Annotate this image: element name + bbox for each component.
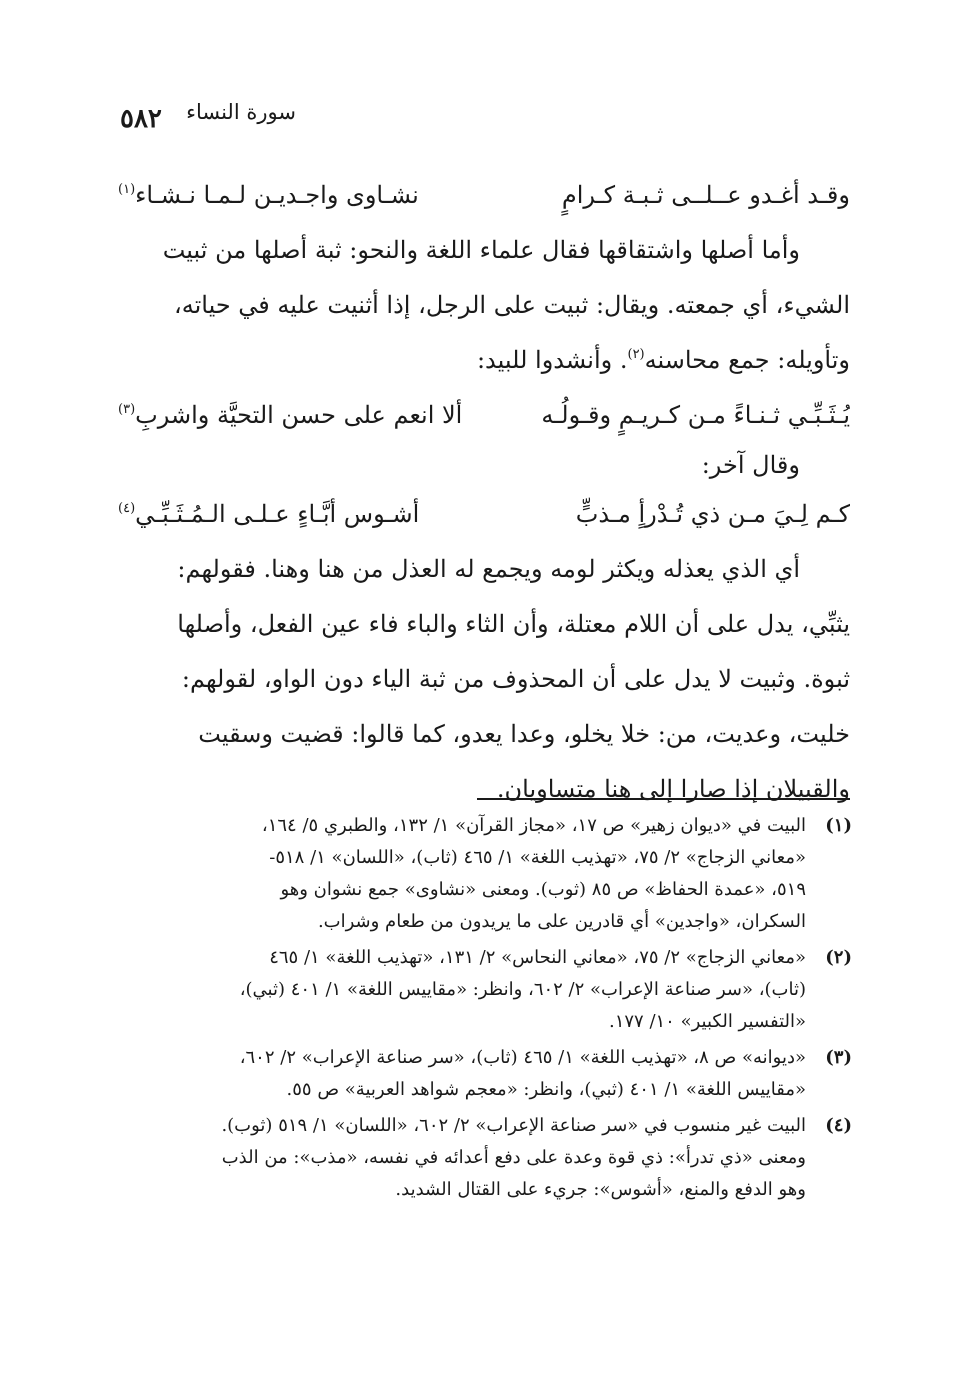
paragraph-line: وقال آخر: bbox=[701, 451, 800, 479]
footnote-line: «معاني الزجاج» ٢/ ٧٥، «معاني النحاس» ٢/ ١٣١، «تهذيب اللغة» ١/ ٤٦٥ bbox=[269, 947, 806, 968]
footnote bbox=[118, 1110, 852, 1206]
verse-hemistich-left bbox=[118, 168, 419, 223]
footnote-text bbox=[118, 1110, 806, 1206]
footnote-number: (٣) bbox=[825, 1047, 852, 1068]
paragraph-line: يثبِّي، يدل على أن اللام معتلة، وأن الثاء والباء فاء عين الفعل، وأصلها bbox=[177, 610, 850, 638]
footnote-separator bbox=[477, 798, 850, 800]
footnote-line: «معاني الزجاج» ٢/ ٧٥، «تهذيب اللغة» ١/ ٤٦٥ (ثاب)، «اللسان» ١/ ٥١٨- bbox=[269, 847, 806, 868]
footnote-line: البيت في «ديوان زهير» ص ١٧، «مجاز القرآن» ١/ ١٣٢، والطبري ٥/ ١٦٤، bbox=[261, 815, 806, 836]
running-header-title: سورة النساء bbox=[186, 100, 296, 124]
footnote-line: ٥١٩، «عمدة الحفاظ» ص ٨٥ (ثوب). ومعنى «نشاوى» جمع نشوان وهو bbox=[280, 879, 806, 900]
paragraph-line: ثبوة. وثبيت لا يدل على أن المحذوف من ثبة الياء دون الواو، لقولهم: bbox=[181, 665, 850, 693]
paragraph-line-text: . وأنشدوا للبيد: bbox=[476, 346, 628, 374]
footnote-ref: (١) bbox=[118, 182, 136, 197]
footnote-line: ومعنى «ذي تدرأ»: ذي قوة وعدة على دفع أعدائه في نفسه، «مذب»: من الذب bbox=[221, 1147, 806, 1168]
verse-hemistich-left-text: أشـوس أبَّـاءٍ عـلـى الـمُـثَـبِّـي bbox=[135, 500, 420, 528]
verse-hemistich-left bbox=[118, 487, 419, 542]
footnote-line: «ديوانه» ص ٨، «تهذيب اللغة» ١/ ٤٦٥ (ثاب)، «سر صناعة الإعراب» ٢/ ٦٠٢، bbox=[239, 1047, 806, 1068]
poem-verse-3 bbox=[118, 487, 850, 542]
footnote-line: «التفسير الكبير» ١٠/ ١٧٧. bbox=[608, 1011, 806, 1032]
footnote-number: (٤) bbox=[825, 1115, 852, 1136]
footnote-ref: (٣) bbox=[118, 402, 136, 417]
verse-hemistich-right: كـم لِـيَ مـن ذي تُـدْرأٍ مـذبٍّ bbox=[575, 500, 850, 528]
footnote-text bbox=[118, 942, 806, 1038]
footnote-line: «مقاييس اللغة» ١/ ٤٠١ (ثبي)، وانظر: «معجم شواهد العربية» ص ٥٥. bbox=[286, 1079, 806, 1100]
paragraph-line: خليت، وعديت، من: خلا يخلو، وعدا يعدو، كما قالوا: قضيت وسقيت bbox=[198, 720, 850, 748]
verse-hemistich-left bbox=[118, 388, 462, 443]
footnote-ref: (٢) bbox=[627, 347, 645, 362]
verse-hemistich-left-text: ألا انعم على حسن التحيَّة واشربِ bbox=[135, 401, 463, 429]
footnote-text bbox=[118, 810, 806, 938]
verse-hemistich-right: وقـد أغـدو عــلــى ثـبـة كـرامٍ bbox=[561, 181, 850, 209]
main-text bbox=[118, 168, 850, 817]
footnote-number: (١) bbox=[825, 815, 852, 836]
footnotes bbox=[118, 810, 852, 1210]
verse-hemistich-left-text: نشـاوى واجـديـن لـمـا نـشـاء bbox=[135, 181, 419, 209]
paragraph-line: أي الذي يعذله ويكثر لومه ويجمع له العذل من هنا وهنا. فقولهم: bbox=[177, 555, 800, 583]
footnote bbox=[118, 1042, 852, 1106]
footnote bbox=[118, 942, 852, 1038]
paragraph-line bbox=[118, 333, 850, 388]
footnote bbox=[118, 810, 852, 938]
footnote-line: وهو الدفع والمنع، «أشوس»: جريء على القتال الشديد. bbox=[395, 1179, 806, 1200]
verse-hemistich-right: يُـثَـبِّـي ثـنـاءً مـن كـريـمٍ وقـولُـه bbox=[541, 401, 850, 429]
footnote-line: البيت غير منسوب في «سر صناعة الإعراب» ٢/ ٦٠٢، «اللسان» ١/ ٥١٩ (ثوب). bbox=[221, 1115, 806, 1136]
paragraph-line: وأما أصلها واشتقاقها فقال علماء اللغة والنحو: ثبة أصلها من ثبيت bbox=[162, 236, 800, 264]
poem-verse-2 bbox=[118, 388, 850, 443]
poem-verse-1 bbox=[118, 168, 850, 223]
footnote-number: (٢) bbox=[825, 947, 852, 968]
footnote-line: السكران، «واجدين» أي قادرين على ما يريدون من طعام وشراب. bbox=[317, 911, 806, 932]
paragraph-line: الشيء، أي جمعته. ويقال: ثبيت على الرجل، إذا أثنيت عليه في حياته، bbox=[173, 291, 850, 319]
paragraph-line: والقبيلان إذا صارا إلى هنا متساويان. bbox=[496, 775, 850, 803]
footnote-line: (ثاب)، «سر صناعة الإعراب» ٢/ ٦٠٢، وانظر: «مقاييس اللغة» ١/ ٤٠١ (ثبي)، bbox=[239, 979, 806, 1000]
page-number: ٥٨٢ bbox=[120, 104, 162, 134]
footnote-text bbox=[118, 1042, 806, 1106]
paragraph-line-text: وتأويله: جمع محاسنه bbox=[644, 346, 850, 374]
footnote-ref: (٤) bbox=[118, 501, 136, 516]
